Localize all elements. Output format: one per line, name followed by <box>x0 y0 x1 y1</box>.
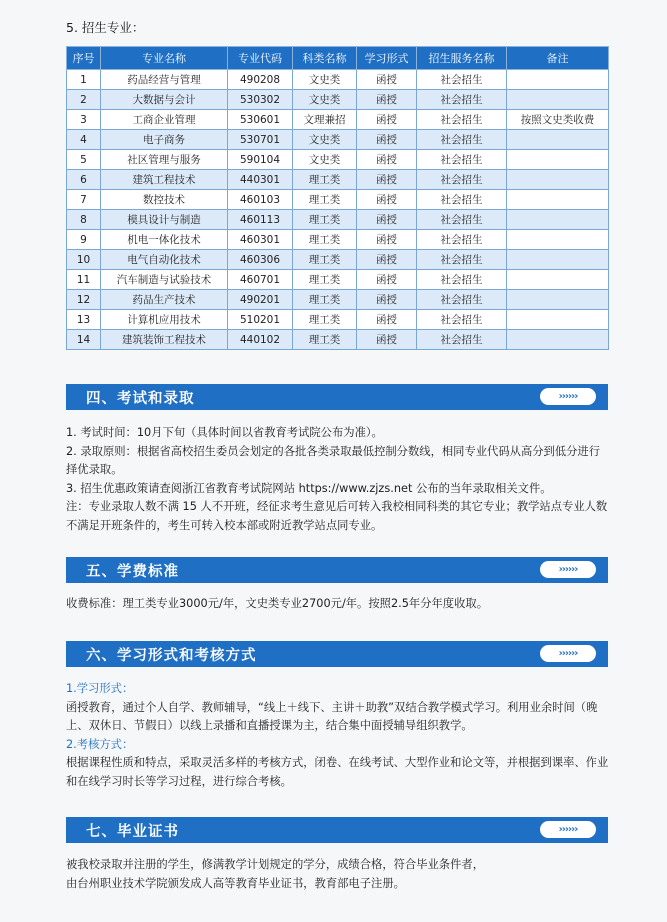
diploma-line-2: 由台州职业技术学院颁发成人高等教育毕业证书，教育部电子注册。 <box>66 876 405 890</box>
cell-major-code: 530701 <box>228 130 293 150</box>
table-row <box>67 250 609 270</box>
assessment-text: 根据课程性质和特点，采取灵活多样的考核方式，闭卷、在线考试、大型作业和论文等，并根据到课率、作业和在线学习时长等学习过程，进行综合考核。 <box>66 756 609 788</box>
cell-index: 11 <box>67 270 101 290</box>
table-row <box>67 90 609 110</box>
cell-major-name: 数控技术 <box>101 190 228 210</box>
cell-major-code: 460701 <box>228 270 293 290</box>
cell-index: 8 <box>67 210 101 230</box>
cell-service-name: 社会招生 <box>417 250 507 270</box>
cell-category: 理工类 <box>293 230 357 250</box>
cell-major-name: 建筑装饰工程技术 <box>101 330 228 350</box>
cell-index: 12 <box>67 290 101 310</box>
cell-category: 理工类 <box>293 170 357 190</box>
diploma-line-1: 被我校录取并注册的学生，修满教学计划规定的学分，成绩合格，符合毕业条件者， <box>66 858 484 871</box>
majors-table <box>66 46 609 350</box>
cell-service-name: 社会招生 <box>417 130 507 150</box>
assessment-heading: 2.考核方式： <box>66 737 134 751</box>
cell-study-form: 函授 <box>357 330 417 350</box>
cell-category: 文史类 <box>293 90 357 110</box>
table-row <box>67 210 609 230</box>
exam-time: 1. 考试时间：10月下旬（具体时间以省教育考试院公布为准）。 <box>66 426 383 439</box>
cell-remarks <box>507 130 609 150</box>
study-assessment-text <box>66 680 611 791</box>
cell-remarks <box>507 210 609 230</box>
chevrons-icon: ›››››› <box>540 561 596 578</box>
cell-study-form: 函授 <box>357 90 417 110</box>
cell-study-form: 函授 <box>357 270 417 290</box>
cell-remarks <box>507 70 609 90</box>
cell-index: 1 <box>67 70 101 90</box>
cell-service-name: 社会招生 <box>417 110 507 130</box>
cell-category: 理工类 <box>293 270 357 290</box>
cell-major-code: 440102 <box>228 330 293 350</box>
cell-service-name: 社会招生 <box>417 70 507 90</box>
cell-major-code: 460301 <box>228 230 293 250</box>
exam-admission-text <box>66 424 611 535</box>
cell-study-form: 函授 <box>357 230 417 250</box>
cell-remarks <box>507 310 609 330</box>
cell-remarks <box>507 290 609 310</box>
cell-index: 13 <box>67 310 101 330</box>
cell-index: 2 <box>67 90 101 110</box>
study-form-text: 函授教育，通过个人自学、教师辅导，“线上＋线下、主讲＋助教”双结合教学模式学习。利用业余时间（晚上、双休日、节假日）以线上录播和直播授课为主，结合集中面授辅导组织教学。 <box>66 700 598 732</box>
cell-study-form: 函授 <box>357 70 417 90</box>
cell-remarks <box>507 90 609 110</box>
cell-major-name: 建筑工程技术 <box>101 170 228 190</box>
section-majors-title: 5. 招生专业： <box>66 20 145 35</box>
cell-category: 理工类 <box>293 310 357 330</box>
cell-category: 文史类 <box>293 70 357 90</box>
cell-index: 3 <box>67 110 101 130</box>
cell-major-name: 机电一体化技术 <box>101 230 228 250</box>
cell-index: 9 <box>67 230 101 250</box>
cell-major-code: 490208 <box>228 70 293 90</box>
cell-major-code: 460113 <box>228 210 293 230</box>
header-service-name: 招生服务名称 <box>417 47 507 70</box>
cell-major-name: 药品生产技术 <box>101 290 228 310</box>
chevrons-icon: ›››››› <box>540 388 596 405</box>
cell-index: 10 <box>67 250 101 270</box>
chevrons-icon: ›››››› <box>540 645 596 662</box>
cell-major-name: 模具设计与制造 <box>101 210 228 230</box>
cell-category: 文理兼招 <box>293 110 357 130</box>
admission-note: 注：专业录取人数不满 15 人不开班，经征求考生意见后可转入我校相同科类的其它专业；教学站点专业人数不满足开班条件的，考生可转入校本部或附近教学站点同专业。 <box>66 500 608 532</box>
cell-major-code: 460103 <box>228 190 293 210</box>
banner-tuition <box>66 557 608 583</box>
cell-index: 7 <box>67 190 101 210</box>
cell-major-code: 440301 <box>228 170 293 190</box>
cell-study-form: 函授 <box>357 290 417 310</box>
cell-study-form: 函授 <box>357 250 417 270</box>
cell-study-form: 函授 <box>357 110 417 130</box>
banner-title: 六、学习形式和考核方式 <box>86 648 257 664</box>
table-row <box>67 270 609 290</box>
banner-title: 七、毕业证书 <box>86 824 179 840</box>
table-row <box>67 130 609 150</box>
table-row <box>67 110 609 130</box>
cell-remarks: 按照文史类收费 <box>507 110 609 130</box>
cell-major-code: 590104 <box>228 150 293 170</box>
banner-title: 四、考试和录取 <box>86 391 195 407</box>
diploma-text <box>66 856 611 893</box>
cell-remarks <box>507 190 609 210</box>
header-category: 科类名称 <box>293 47 357 70</box>
table-row <box>67 230 609 250</box>
cell-category: 理工类 <box>293 210 357 230</box>
cell-major-name: 药品经营与管理 <box>101 70 228 90</box>
cell-category: 文史类 <box>293 130 357 150</box>
cell-category: 理工类 <box>293 190 357 210</box>
banner-study-assessment <box>66 641 608 667</box>
cell-major-code: 530601 <box>228 110 293 130</box>
cell-major-code: 490201 <box>228 290 293 310</box>
tuition-standard: 收费标准：理工类专业3000元/年，文史类专业2700元/年。按照2.5年分年度收取。 <box>66 597 488 610</box>
cell-major-code: 530302 <box>228 90 293 110</box>
admission-principle: 2. 录取原则：根据省高校招生委员会划定的各批各类录取最低控制分数线，相同专业代码从高分到低分进行择优录取。 <box>66 444 601 476</box>
cell-major-name: 电子商务 <box>101 130 228 150</box>
cell-major-code: 460306 <box>228 250 293 270</box>
banner-exam-admission <box>66 384 608 410</box>
cell-category: 理工类 <box>293 330 357 350</box>
cell-index: 5 <box>67 150 101 170</box>
cell-major-name: 电气自动化技术 <box>101 250 228 270</box>
header-major-name: 专业名称 <box>101 47 228 70</box>
header-index: 序号 <box>67 47 101 70</box>
header-major-code: 专业代码 <box>228 47 293 70</box>
header-remarks: 备注 <box>507 47 609 70</box>
cell-category: 文史类 <box>293 150 357 170</box>
cell-service-name: 社会招生 <box>417 330 507 350</box>
cell-service-name: 社会招生 <box>417 150 507 170</box>
cell-major-name: 工商企业管理 <box>101 110 228 130</box>
cell-study-form: 函授 <box>357 130 417 150</box>
tuition-text <box>66 595 611 614</box>
majors-table-body <box>67 70 609 350</box>
table-row <box>67 310 609 330</box>
cell-service-name: 社会招生 <box>417 270 507 290</box>
cell-service-name: 社会招生 <box>417 190 507 210</box>
study-form-heading: 1.学习形式： <box>66 682 134 695</box>
cell-study-form: 函授 <box>357 170 417 190</box>
cell-service-name: 社会招生 <box>417 170 507 190</box>
cell-remarks <box>507 270 609 290</box>
cell-major-name: 计算机应用技术 <box>101 310 228 330</box>
banner-title: 五、学费标准 <box>86 564 179 580</box>
cell-index: 4 <box>67 130 101 150</box>
cell-remarks <box>507 170 609 190</box>
cell-major-name: 社区管理与服务 <box>101 150 228 170</box>
table-row <box>67 70 609 90</box>
table-row <box>67 190 609 210</box>
cell-major-name: 汽车制造与试验技术 <box>101 270 228 290</box>
cell-study-form: 函授 <box>357 210 417 230</box>
cell-service-name: 社会招生 <box>417 210 507 230</box>
table-row <box>67 150 609 170</box>
cell-service-name: 社会招生 <box>417 290 507 310</box>
table-header-row <box>67 47 609 70</box>
cell-major-name: 大数据与会计 <box>101 90 228 110</box>
header-study-form: 学习形式 <box>357 47 417 70</box>
cell-service-name: 社会招生 <box>417 90 507 110</box>
cell-index: 6 <box>67 170 101 190</box>
cell-remarks <box>507 250 609 270</box>
cell-remarks <box>507 230 609 250</box>
cell-category: 理工类 <box>293 250 357 270</box>
banner-diploma <box>66 817 608 843</box>
cell-index: 14 <box>67 330 101 350</box>
cell-category: 理工类 <box>293 290 357 310</box>
cell-major-code: 510201 <box>228 310 293 330</box>
cell-study-form: 函授 <box>357 310 417 330</box>
table-row <box>67 290 609 310</box>
cell-study-form: 函授 <box>357 190 417 210</box>
preferential-policy: 3. 招生优惠政策请查阅浙江省教育考试院网站 https://www.zjzs.net 公布的当年录取相关文件。 <box>66 481 552 495</box>
chevrons-icon: ›››››› <box>540 821 596 838</box>
table-row <box>67 170 609 190</box>
table-row <box>67 330 609 350</box>
cell-remarks <box>507 150 609 170</box>
cell-service-name: 社会招生 <box>417 230 507 250</box>
cell-remarks <box>507 330 609 350</box>
cell-service-name: 社会招生 <box>417 310 507 330</box>
cell-study-form: 函授 <box>357 150 417 170</box>
